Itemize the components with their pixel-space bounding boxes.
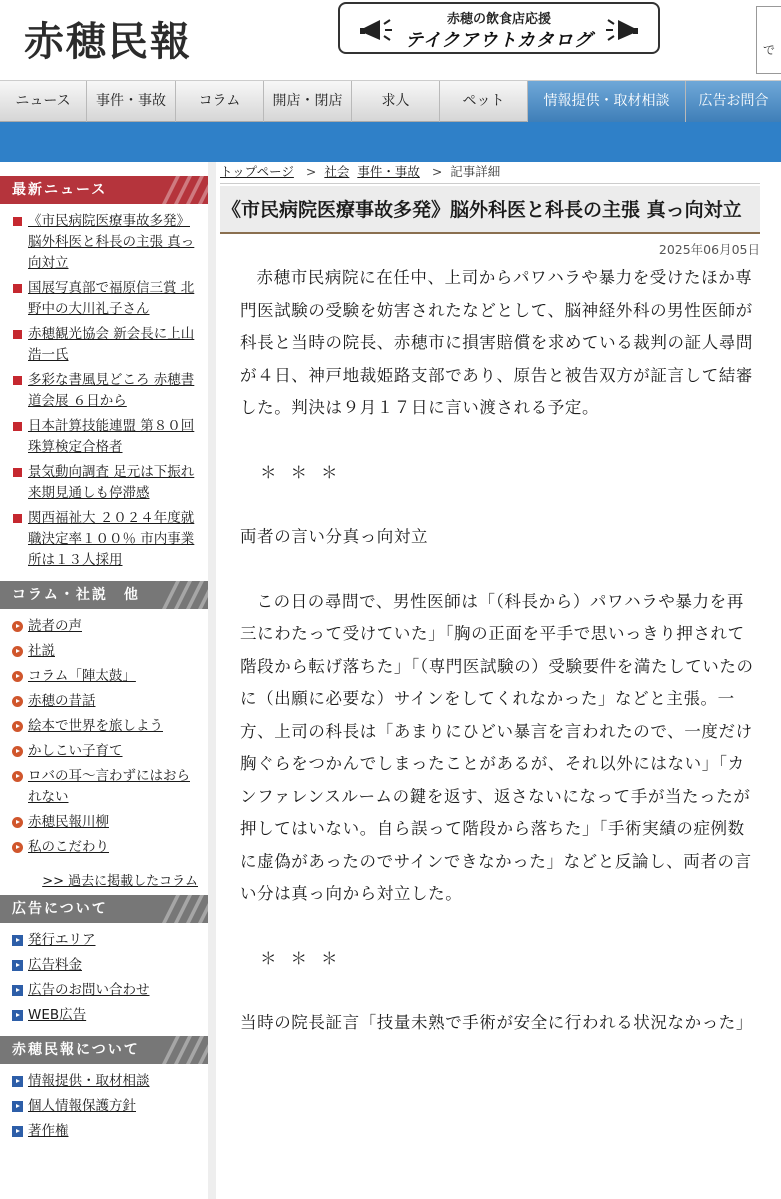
bullet-square-icon xyxy=(13,330,22,339)
megaphone-icon xyxy=(600,16,640,46)
list-item[interactable] xyxy=(0,324,208,366)
arrow-bullet-icon xyxy=(12,721,23,732)
ad-link[interactable]: 広告料金 xyxy=(28,957,82,973)
news-link[interactable]: 国展写真部で福原信三賞 北野中の大川礼子さん xyxy=(28,280,195,317)
list-item[interactable] xyxy=(0,1121,208,1142)
about-link[interactable]: 情報提供・取材相談 xyxy=(28,1073,150,1089)
nav-news[interactable]: ニュース xyxy=(0,81,87,122)
bullet-square-icon xyxy=(13,376,22,385)
news-link[interactable]: 多彩な書風見どころ 赤穂書道会展 ６日から xyxy=(28,372,195,409)
banner-title: テイクアウトカタログ xyxy=(405,30,593,51)
article-subheading: 当時の院長証言「技量未熟で手術が安全に行われる状況なかった」 xyxy=(240,1013,753,1032)
bullet-square-icon xyxy=(13,217,22,226)
arrow-bullet-icon xyxy=(12,771,23,782)
nav-incidents[interactable]: 事件・事故 xyxy=(87,81,176,122)
arrow-bullet-icon xyxy=(12,1010,23,1021)
list-item[interactable] xyxy=(0,1096,208,1117)
arrow-bullet-icon xyxy=(12,817,23,828)
list-item[interactable] xyxy=(0,641,208,662)
column-link[interactable]: かしこい子育て xyxy=(28,743,123,759)
column-link[interactable]: 社説 xyxy=(28,643,55,659)
list-item[interactable] xyxy=(0,980,208,1001)
column-link[interactable]: 読者の声 xyxy=(28,618,82,634)
column-list xyxy=(0,609,208,868)
breadcrumb-society[interactable]: 社会 xyxy=(324,164,350,179)
arrow-bullet-icon xyxy=(12,935,23,946)
breadcrumb-incidents[interactable]: 事件・事故 xyxy=(357,164,420,179)
ad-link[interactable]: WEB広告 xyxy=(28,1007,87,1023)
news-link[interactable]: 日本計算技能連盟 第８０回珠算検定合格者 xyxy=(28,418,195,455)
article-subheading: 両者の言い分真っ向対立 xyxy=(240,527,429,546)
arrow-bullet-icon xyxy=(12,960,23,971)
article-title: 《市民病院医療事故多発》脳外科医と科長の主張 真っ向対立 xyxy=(222,199,742,221)
news-link[interactable]: 景気動向調査 足元は下振れ 来期見通しも停滞感 xyxy=(28,464,195,501)
arrow-bullet-icon xyxy=(12,746,23,757)
list-item[interactable] xyxy=(0,716,208,737)
about-list xyxy=(0,1064,208,1152)
list-item[interactable] xyxy=(0,812,208,833)
column-link[interactable]: コラム「陣太鼓」 xyxy=(28,668,136,684)
list-item[interactable] xyxy=(0,766,208,808)
arrow-bullet-icon xyxy=(12,985,23,996)
list-item[interactable] xyxy=(0,508,208,571)
arrow-bullet-icon xyxy=(12,621,23,632)
breadcrumb-separator: > xyxy=(305,164,317,179)
news-link[interactable]: 関西福祉大 ２０２４年度就職決定率１００％ 市内事業所は１３人採用 xyxy=(28,510,195,568)
nav-pets[interactable]: ペット xyxy=(440,81,528,122)
article-body xyxy=(220,262,760,1040)
list-item[interactable] xyxy=(0,1071,208,1092)
ad-list xyxy=(0,923,208,1036)
ad-link[interactable]: 広告のお問い合わせ xyxy=(28,982,150,998)
list-item[interactable] xyxy=(0,416,208,458)
takeout-catalog-banner[interactable] xyxy=(338,2,660,54)
nav-column[interactable]: コラム xyxy=(176,81,264,122)
bullet-square-icon xyxy=(13,468,22,477)
sidebar xyxy=(0,176,208,1152)
site-header xyxy=(0,0,781,80)
article-title-box xyxy=(220,186,760,234)
arrow-bullet-icon xyxy=(12,696,23,707)
list-item[interactable] xyxy=(0,1005,208,1026)
heading-stripe-decoration xyxy=(162,895,208,923)
banner-subtitle: 赤穂の飲食店応援 xyxy=(446,12,551,27)
column-link[interactable]: ロバの耳～言わずにはおられない xyxy=(28,768,190,805)
nav-openings-closings[interactable]: 開店・閉店 xyxy=(264,81,352,122)
list-item[interactable] xyxy=(0,666,208,687)
about-heading: 赤穂民報について xyxy=(0,1036,208,1064)
list-item[interactable] xyxy=(0,370,208,412)
bullet-square-icon xyxy=(13,422,22,431)
column-link[interactable]: 赤穂民報川柳 xyxy=(28,814,109,830)
past-columns-link[interactable]: >> 過去に掲載したコラム xyxy=(42,874,198,889)
latest-news-list xyxy=(0,204,208,581)
list-item[interactable] xyxy=(0,691,208,712)
column-link[interactable]: 私のこだわり xyxy=(28,839,109,855)
list-item[interactable] xyxy=(0,278,208,320)
breadcrumb-separator: > xyxy=(431,164,443,179)
column-heading: コラム・社説 他 xyxy=(0,581,208,609)
latest-news-heading: 最新ニュース xyxy=(0,176,208,204)
breadcrumb-current: 記事詳細 xyxy=(450,164,501,179)
list-item[interactable] xyxy=(0,462,208,504)
arrow-bullet-icon xyxy=(12,1076,23,1087)
list-item[interactable] xyxy=(0,616,208,637)
heading-stripe-decoration xyxy=(162,1036,208,1064)
article-date: 2025年06月05日 xyxy=(658,242,760,257)
main-content xyxy=(220,162,760,1072)
article-paragraph: 赤穂市民病院に在任中、上司からパワハラや暴力を受けたほか専門医試験の受験を妨害されたなどとして、脳神経外科の男性医師が科長と当時の院長、赤穂市に損害賠償を求めている裁判の証人尋問が４日、神戸地裁姫路支部であり、原告と被告双方が証言して結審した。判決は９月１７日に言い渡される予定。 xyxy=(240,268,753,417)
bullet-square-icon xyxy=(13,514,22,523)
list-item[interactable] xyxy=(0,930,208,951)
list-item[interactable] xyxy=(0,741,208,762)
breadcrumb xyxy=(220,162,760,184)
about-link[interactable]: 著作権 xyxy=(28,1123,69,1139)
section-divider: ＊＊＊ xyxy=(260,462,352,482)
breadcrumb-top[interactable]: トップページ xyxy=(220,164,294,179)
nav-info-submission[interactable]: 情報提供・取材相談 xyxy=(528,81,686,122)
column-link[interactable]: 赤穂の昔話 xyxy=(28,693,96,709)
bullet-square-icon xyxy=(13,284,22,293)
list-item[interactable] xyxy=(0,837,208,858)
nav-ad-inquiry[interactable]: 広告お問合 xyxy=(686,81,781,122)
list-item[interactable] xyxy=(0,955,208,976)
news-link[interactable]: 赤穂観光協会 新会長に上山浩一氏 xyxy=(28,326,195,363)
arrow-bullet-icon xyxy=(12,671,23,682)
arrow-bullet-icon xyxy=(12,646,23,657)
section-divider: ＊＊＊ xyxy=(260,948,352,968)
article-paragraph: この日の尋問で、男性医師は「（科長から）パワハラや暴力を再三にわたって受けていた」「胸の正面を平手で思いっきり押されて階段から転げ落ちた」「（専門医試験の）受験要件を満たしていたのに（出願に必要な）サインをしてくれなかった」などと主張。一方、上司の科長は「あまりにひどい暴言を言われたので、一度だけ胸ぐらをつかんでしまったことがあるが、それ以外にはない」「カンファレンスルームの鍵を返す、返さないになって手が当たったが押してはいない。自ら誤って階段から落ちた」「手術実績の症例数に虚偽があったのでサインできなかった」などと反論し、両者の言い分は真っ向から対立した。 xyxy=(240,591,754,903)
news-link[interactable]: 《市民病院医療事故多発》脳外科医と科長の主張 真っ向対立 xyxy=(28,213,195,271)
arrow-bullet-icon xyxy=(12,1126,23,1137)
ad-heading: 広告について xyxy=(0,895,208,923)
site-logo[interactable]: 赤穂民報 xyxy=(24,18,192,65)
nav-jobs[interactable]: 求人 xyxy=(352,81,440,122)
heading-stripe-decoration xyxy=(162,176,208,204)
sidebar-divider xyxy=(208,162,216,1199)
main-nav xyxy=(0,80,781,122)
arrow-bullet-icon xyxy=(12,1101,23,1112)
arrow-bullet-icon xyxy=(12,842,23,853)
column-link[interactable]: 絵本で世界を旅しよう xyxy=(28,718,163,734)
about-link[interactable]: 個人情報保護方針 xyxy=(28,1098,136,1114)
header-right-link[interactable]: で xyxy=(756,6,781,74)
heading-stripe-decoration xyxy=(162,581,208,609)
list-item[interactable] xyxy=(0,211,208,274)
blue-banner-bar xyxy=(0,122,781,162)
ad-link[interactable]: 発行エリア xyxy=(28,932,96,948)
past-columns-link-wrap xyxy=(0,870,208,889)
